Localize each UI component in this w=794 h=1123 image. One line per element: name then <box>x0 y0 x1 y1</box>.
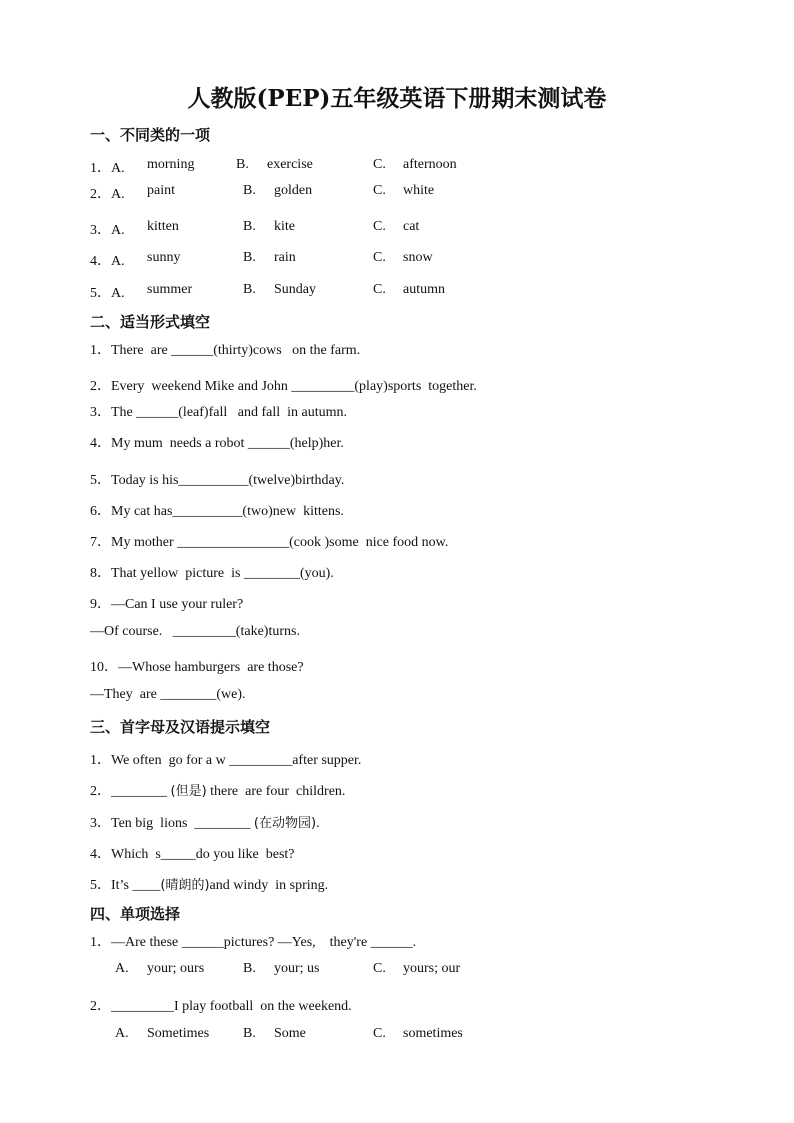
question-text: 5．It’s ____ <box>90 878 161 893</box>
question-text: 2．________ <box>90 784 171 799</box>
option-b: kite <box>274 219 295 234</box>
option-b-label: B. <box>243 282 256 297</box>
option-b: rain <box>274 250 296 265</box>
question-2-3: 3．The ______(leaf)fall and fall in autumn. <box>90 405 347 420</box>
option-b-label: B. <box>243 961 256 976</box>
chinese-hint: (晴朗的) <box>160 878 210 893</box>
option-b-label: B. <box>243 1026 256 1041</box>
chinese-hint: (在动物园) <box>253 816 317 831</box>
question-3-5 <box>90 874 328 894</box>
question-text: 3．Ten big lions ________ <box>90 816 254 831</box>
option-b: golden <box>274 183 313 198</box>
section-heading-4: 四、单项选择 <box>90 905 181 923</box>
question-number: 2．A. <box>90 187 125 202</box>
option-b-label: B. <box>236 157 249 172</box>
option-a: morning <box>147 157 195 172</box>
option-c: sometimes <box>403 1026 463 1041</box>
option-b: Sunday <box>274 282 316 297</box>
question-3-1: 1．We often go for a w _________after supper. <box>90 753 362 768</box>
section-heading-2: 二、适当形式填空 <box>90 313 211 331</box>
question-2-9a: 9．—Can I use your ruler? <box>90 597 244 612</box>
chinese-hint: (但是) <box>170 784 207 799</box>
question-text: there are four children. <box>206 784 346 799</box>
option-c-label: C. <box>373 183 386 198</box>
option-a: kitten <box>147 219 179 234</box>
option-c-label: C. <box>373 282 386 297</box>
option-a-label: A. <box>115 961 129 976</box>
question-2-6: 6．My cat has__________(two)new kittens. <box>90 504 344 519</box>
question-number: 3．A. <box>90 223 125 238</box>
question-2-9b: —Of course. _________(take)turns. <box>90 624 300 639</box>
option-b: your; us <box>274 961 320 976</box>
option-c: cat <box>403 219 420 234</box>
question-4-2: 2．_________I play football on the weekend. <box>90 999 352 1014</box>
question-2-4: 4．My mum needs a robot ______(help)her. <box>90 436 344 451</box>
option-a: sunny <box>147 250 181 265</box>
option-a: summer <box>147 282 193 297</box>
option-c: yours; our <box>403 961 461 976</box>
option-a-label: A. <box>115 1026 129 1041</box>
option-c-label: C. <box>373 961 386 976</box>
section-heading-1: 一、不同类的一项 <box>90 126 211 144</box>
question-text: and windy in spring. <box>209 878 329 893</box>
question-2-7: 7．My mother ________________(cook )some nice food now. <box>90 535 449 550</box>
option-c: autumn <box>403 282 445 297</box>
question-2-1: 1．There are ______(thirty)cows on the farm. <box>90 343 361 358</box>
question-3-4: 4．Which s_____do you like best? <box>90 847 295 862</box>
question-number: 5．A. <box>90 286 125 301</box>
question-2-8: 8．That yellow picture is ________(you). <box>90 566 334 581</box>
option-c-label: C. <box>373 1026 386 1041</box>
question-text: . <box>316 816 320 831</box>
option-a: your; ours <box>147 961 205 976</box>
section-heading-3: 三、首字母及汉语提示填空 <box>90 718 271 736</box>
question-2-10a: 10．—Whose hamburgers are those? <box>90 660 304 675</box>
option-b-label: B. <box>243 183 256 198</box>
question-4-1: 1．—Are these ______pictures? —Yes, they're ______. <box>90 935 417 950</box>
option-c: white <box>403 183 435 198</box>
option-b: exercise <box>267 157 313 172</box>
page-title: 人教版(PEP)五年级英语下册期末测试卷 <box>187 85 607 112</box>
option-c-label: C. <box>373 219 386 234</box>
question-number: 4．A. <box>90 254 125 269</box>
question-2-5: 5．Today is his__________(twelve)birthday. <box>90 473 345 488</box>
option-c: snow <box>403 250 433 265</box>
option-c-label: C. <box>373 250 386 265</box>
option-c: afternoon <box>403 157 457 172</box>
question-2-2: 2．Every weekend Mike and John _________(play)sports together. <box>90 379 477 394</box>
option-a: paint <box>147 183 175 198</box>
option-a: Sometimes <box>147 1026 210 1041</box>
option-b-label: B. <box>243 250 256 265</box>
question-2-10b: —They are ________(we). <box>90 687 246 702</box>
option-b-label: B. <box>243 219 256 234</box>
option-c-label: C. <box>373 157 386 172</box>
option-b: Some <box>274 1026 306 1041</box>
question-3-3 <box>90 812 320 832</box>
question-3-2 <box>90 780 345 800</box>
question-number: 1．A. <box>90 161 125 176</box>
